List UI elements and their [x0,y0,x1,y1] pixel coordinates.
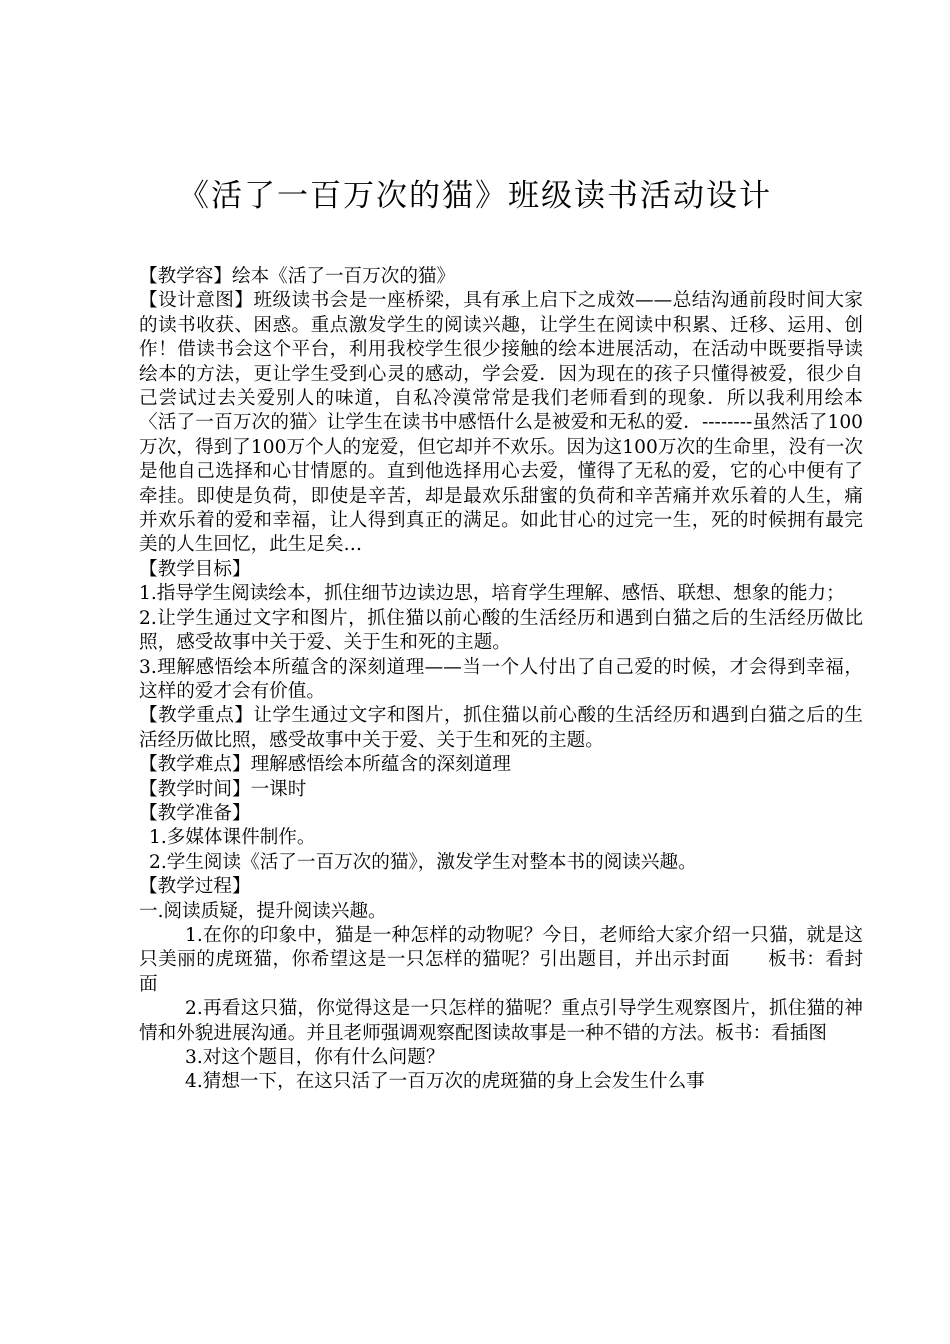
process-step-2: 2.再看这只猫，你觉得这是一只怎样的猫呢？重点引导学生观察图片，抓住猫的神情和外貌进展沟通。并且老师强调观察配图读故事是一种不错的方法。板书：看插图 [139,998,863,1044]
document-title: 《活了一百万次的猫》班级读书活动设计 [178,178,772,214]
process-section-1-heading: 一.阅读质疑，提升阅读兴趣。 [139,900,387,922]
preparation-item-1: 1.多媒体课件制作。 [149,827,316,849]
design-intent-paragraph: 【设计意图】班级读书会是一座桥梁，具有承上启下之成效——总结沟通前段时间大家的读书收获、困惑。重点激发学生的阅读兴趣，让学生在阅读中积累、迁移、运用、创作！借读书会这个平台，利用我校学生很少接触的绘本进展活动，在活动中既要指导读绘本的方法，更让学生受到心灵的感动，学会爱．因为现在的孩子只懂得被爱，很少自己尝试过去关爱别人的味道，自私冷漠常常是我们老师看到的现象．所以我利用绘本〈活了一百万次的猫〉让学生在读书中感悟什么是被爱和无私的爱．--------虽然活了100万次，得到了100万个人的宠爱，但它却并不欢乐。因为这100万次的生命里，没有一次是他自己选择和心甘情愿的。直到他选择用心去爱，懂得了无私的爱，它的心中便有了牵挂。即使是负荷，即使是辛苦，却是最欢乐甜蜜的负荷和辛苦痛并欢乐着的人生，痛并欢乐着的爱和幸福，让人得到真正的满足。如此甘心的过完一生，死的时候拥有最完美的人生回忆，此生足矣… [139,290,863,556]
teaching-content-paragraph: 【教学容】绘本《活了一百万次的猫》 [139,266,456,287]
teaching-goals-heading: 【教学目标】 [139,558,251,580]
teaching-focus-paragraph: 【教学重点】让学生通过文字和图片，抓住猫以前心酸的生活经历和遇到白猫之后的生活经历做比照，感受故事中关于爱、关于生和死的主题。 [139,705,863,751]
process-step-4: 4.猜想一下，在这只活了一百万次的虎斑猫的身上会发生什么事 [185,1071,705,1093]
process-step-3: 3.对这个题目，你有什么问题？ [185,1047,445,1068]
teaching-preparation-heading: 【教学准备】 [139,802,251,824]
goal-item-3: 3.理解感悟绘本所蕴含的深刻道理——当一个人付出了自己爱的时候，才会得到幸福，这样的爱才会有价值。 [139,656,863,702]
teaching-time-paragraph: 【教学时间】一课时 [139,778,307,800]
process-step-1: 1.在你的印象中，猫是一种怎样的动物呢？今日，老师给大家介绍一只猫，就是这只美丽的虎斑猫，你希望这是一只怎样的猫呢？引出题目，并出示封面 板书：看封面 [139,924,863,995]
preparation-item-2: 2.学生阅读《活了一百万次的猫》，激发学生对整本书的阅读兴趣。 [149,851,697,873]
document-body [139,265,863,1095]
teaching-difficulty-paragraph: 【教学难点】理解感悟绘本所蕴含的深刻道理 [139,754,511,776]
teaching-process-heading: 【教学过程】 [139,876,251,898]
goal-item-2: 2.让学生通过文字和图片，抓住猫以前心酸的生活经历和遇到白猫之后的生活经历做比照，感受故事中关于爱、关于生和死的主题。 [139,607,863,654]
goal-item-1: 1.指导学生阅读绘本，抓住细节边读边思，培育学生理解、感悟、联想、想象的能力； [139,583,845,605]
